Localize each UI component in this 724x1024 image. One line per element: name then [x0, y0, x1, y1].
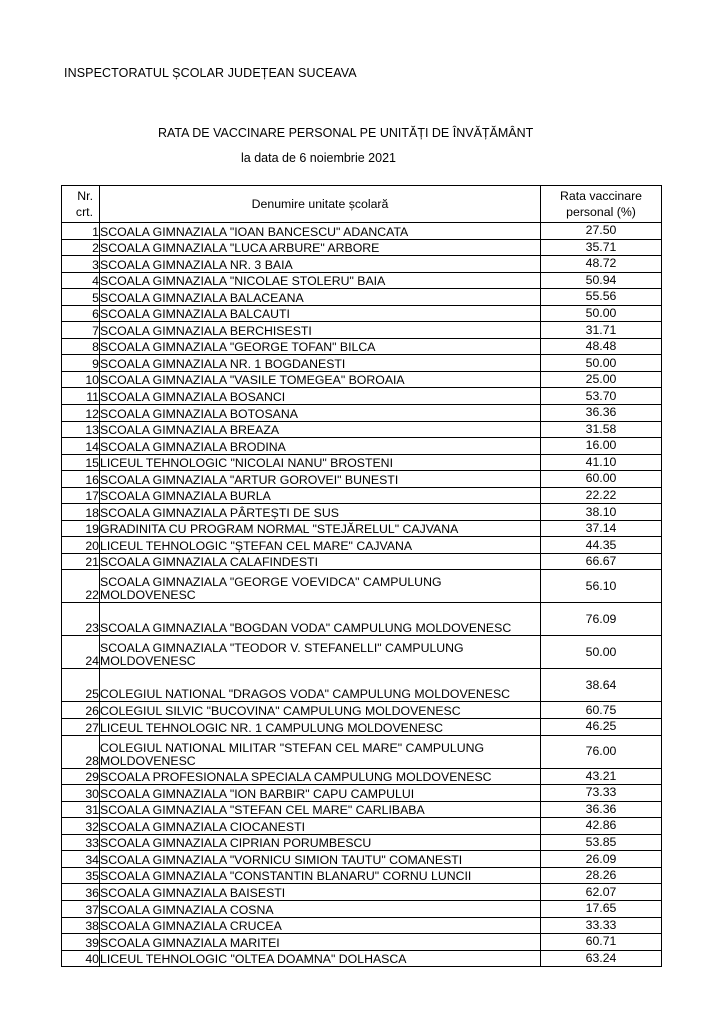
table-row [62, 388, 662, 405]
table-row [62, 801, 662, 818]
school-name: COLEGIUL NATIONAL "DRAGOS VODA" CAMPULUNG MOLDOVENESC [100, 669, 541, 702]
table-row [62, 702, 662, 719]
school-name: SCOALA GIMNAZIALA BRODINA [100, 438, 541, 455]
vaccination-rate: 50.94 [541, 272, 662, 289]
table-row [62, 305, 662, 322]
school-name: SCOALA GIMNAZIALA BOSANCI [100, 388, 541, 405]
school-name: SCOALA GIMNAZIALA BERCHISESTI [100, 322, 541, 339]
school-name: SCOALA GIMNAZIALA "GEORGE VOEVIDCA" CAMPULUNG MOLDOVENESC [100, 570, 541, 603]
table-row [62, 735, 662, 768]
row-number: 20 [62, 537, 100, 554]
school-name: SCOALA GIMNAZIALA PÂRTEȘTI DE SUS [100, 504, 541, 521]
row-number: 17 [62, 487, 100, 504]
school-name: SCOALA GIMNAZIALA BREAZA [100, 421, 541, 438]
row-number: 7 [62, 322, 100, 339]
row-number: 1 [62, 223, 100, 240]
vaccination-rate-table [61, 185, 662, 967]
row-number: 10 [62, 371, 100, 388]
table-row [62, 338, 662, 355]
table-row [62, 900, 662, 917]
row-number: 31 [62, 801, 100, 818]
school-name: SCOALA GIMNAZIALA "STEFAN CEL MARE" CARLIBABA [100, 801, 541, 818]
vaccination-rate: 42.86 [541, 818, 662, 835]
vaccination-rate: 53.85 [541, 834, 662, 851]
row-number: 29 [62, 768, 100, 785]
vaccination-rate: 50.00 [541, 636, 662, 669]
organization-name: INSPECTORATUL ȘCOLAR JUDEȚEAN SUCEAVA [64, 66, 357, 80]
school-name: SCOALA GIMNAZIALA "ARTUR GOROVEI" BUNESTI [100, 471, 541, 488]
vaccination-rate: 53.70 [541, 388, 662, 405]
document-title: RATA DE VACCINARE PERSONAL PE UNITĂȚI DE ÎNVĂȚĂMÂNT [158, 126, 534, 140]
school-name: GRADINITA CU PROGRAM NORMAL "STEJĂRELUL" CAJVANA [100, 520, 541, 537]
vaccination-rate: 16.00 [541, 438, 662, 455]
school-name: LICEUL TEHNOLOGIC "OLTEA DOAMNA" DOLHASCA [100, 950, 541, 967]
school-name: LICEUL TEHNOLOGIC "ȘTEFAN CEL MARE" CAJVANA [100, 537, 541, 554]
school-name: SCOALA GIMNAZIALA "ION BARBIR" CAPU CAMPULUI [100, 785, 541, 802]
school-name: SCOALA PROFESIONALA SPECIALA CAMPULUNG MOLDOVENESC [100, 768, 541, 785]
row-number: 23 [62, 603, 100, 636]
vaccination-rate: 44.35 [541, 537, 662, 554]
table-row [62, 239, 662, 256]
school-name: SCOALA GIMNAZIALA NR. 3 BAIA [100, 256, 541, 273]
column-header-name: Denumire unitate școlară [100, 186, 541, 223]
vaccination-rate: 17.65 [541, 900, 662, 917]
row-number: 34 [62, 851, 100, 868]
row-number: 25 [62, 669, 100, 702]
table-row [62, 520, 662, 537]
vaccination-rate: 46.25 [541, 719, 662, 736]
document-date: la data de 6 noiembrie 2021 [241, 151, 396, 165]
table-row [62, 421, 662, 438]
column-header-rate-line2: personal (%) [566, 205, 636, 219]
table-row [62, 487, 662, 504]
row-number: 9 [62, 355, 100, 372]
table-row [62, 934, 662, 951]
school-name: SCOALA GIMNAZIALA CALAFINDESTI [100, 553, 541, 570]
table-row [62, 669, 662, 702]
school-name: SCOALA GIMNAZIALA "CONSTANTIN BLANARU" CORNU LUNCII [100, 867, 541, 884]
row-number: 4 [62, 272, 100, 289]
school-name: SCOALA GIMNAZIALA "IOAN BANCESCU" ADANCATA [100, 223, 541, 240]
vaccination-rate: 41.10 [541, 454, 662, 471]
table-row [62, 289, 662, 306]
vaccination-rate: 63.24 [541, 950, 662, 967]
row-number: 32 [62, 818, 100, 835]
vaccination-rate: 22.22 [541, 487, 662, 504]
vaccination-rate: 28.26 [541, 867, 662, 884]
row-number: 5 [62, 289, 100, 306]
school-name: LICEUL TEHNOLOGIC "NICOLAI NANU" BROSTENI [100, 454, 541, 471]
row-number: 36 [62, 884, 100, 901]
school-name: SCOALA GIMNAZIALA "NICOLAE STOLERU" BAIA [100, 272, 541, 289]
row-number: 3 [62, 256, 100, 273]
vaccination-rate: 60.71 [541, 934, 662, 951]
school-name: SCOALA GIMNAZIALA NR. 1 BOGDANESTI [100, 355, 541, 372]
column-header-rate [541, 186, 662, 223]
vaccination-rate: 60.75 [541, 702, 662, 719]
table-row [62, 405, 662, 422]
vaccination-rate: 60.00 [541, 471, 662, 488]
table-row [62, 768, 662, 785]
school-name: SCOALA GIMNAZIALA MARITEI [100, 934, 541, 951]
school-name: SCOALA GIMNAZIALA BOTOSANA [100, 405, 541, 422]
school-name: SCOALA GIMNAZIALA CIPRIAN PORUMBESCU [100, 834, 541, 851]
vaccination-rate: 27.50 [541, 223, 662, 240]
row-number: 16 [62, 471, 100, 488]
row-number: 28 [62, 735, 100, 768]
row-number: 11 [62, 388, 100, 405]
table-row [62, 355, 662, 372]
school-name: SCOALA GIMNAZIALA CRUCEA [100, 917, 541, 934]
row-number: 27 [62, 719, 100, 736]
school-name: SCOALA GIMNAZIALA "GEORGE TOFAN" BILCA [100, 338, 541, 355]
vaccination-rate: 35.71 [541, 239, 662, 256]
row-number: 39 [62, 934, 100, 951]
column-header-nr [62, 186, 100, 223]
row-number: 13 [62, 421, 100, 438]
school-name: SCOALA GIMNAZIALA BALACEANA [100, 289, 541, 306]
vaccination-rate: 33.33 [541, 917, 662, 934]
table-body [62, 223, 662, 967]
table-row [62, 371, 662, 388]
table-row [62, 851, 662, 868]
vaccination-rate: 76.09 [541, 603, 662, 636]
table-row [62, 603, 662, 636]
vaccination-rate: 66.67 [541, 553, 662, 570]
vaccination-rate: 31.71 [541, 322, 662, 339]
table-row [62, 322, 662, 339]
table-row [62, 553, 662, 570]
table-row [62, 867, 662, 884]
row-number: 15 [62, 454, 100, 471]
row-number: 37 [62, 900, 100, 917]
vaccination-rate: 50.00 [541, 305, 662, 322]
row-number: 38 [62, 917, 100, 934]
table-row [62, 438, 662, 455]
row-number: 19 [62, 520, 100, 537]
school-name: LICEUL TEHNOLOGIC NR. 1 CAMPULUNG MOLDOVENESC [100, 719, 541, 736]
row-number: 21 [62, 553, 100, 570]
row-number: 40 [62, 950, 100, 967]
row-number: 6 [62, 305, 100, 322]
vaccination-rate: 36.36 [541, 405, 662, 422]
row-number: 22 [62, 570, 100, 603]
row-number: 14 [62, 438, 100, 455]
table-row [62, 504, 662, 521]
row-number: 12 [62, 405, 100, 422]
school-name: SCOALA GIMNAZIALA BURLA [100, 487, 541, 504]
column-header-rate-line1: Rata vaccinare [559, 189, 643, 203]
vaccination-rate: 48.72 [541, 256, 662, 273]
table-row [62, 272, 662, 289]
school-name: SCOALA GIMNAZIALA "VASILE TOMEGEA" BOROAIA [100, 371, 541, 388]
row-number: 30 [62, 785, 100, 802]
vaccination-rate: 43.21 [541, 768, 662, 785]
table-row [62, 570, 662, 603]
school-name: SCOALA GIMNAZIALA "VORNICU SIMION TAUTU" COMANESTI [100, 851, 541, 868]
table-row [62, 917, 662, 934]
school-name: SCOALA GIMNAZIALA "LUCA ARBURE" ARBORE [100, 239, 541, 256]
vaccination-rate: 37.14 [541, 520, 662, 537]
row-number: 2 [62, 239, 100, 256]
table-row [62, 256, 662, 273]
table-row [62, 834, 662, 851]
table-row [62, 471, 662, 488]
vaccination-rate: 36.36 [541, 801, 662, 818]
table-row [62, 454, 662, 471]
vaccination-rate: 26.09 [541, 851, 662, 868]
row-number: 35 [62, 867, 100, 884]
school-name: SCOALA GIMNAZIALA BALCAUTI [100, 305, 541, 322]
table-header-row [62, 186, 662, 223]
row-number: 24 [62, 636, 100, 669]
table-row [62, 785, 662, 802]
school-name: SCOALA GIMNAZIALA "TEODOR V. STEFANELLI" CAMPULUNG MOLDOVENESC [100, 636, 541, 669]
table-row [62, 950, 662, 967]
school-name: SCOALA GIMNAZIALA "BOGDAN VODA" CAMPULUNG MOLDOVENESC [100, 603, 541, 636]
school-name: COLEGIUL NATIONAL MILITAR "STEFAN CEL MARE" CAMPULUNG MOLDOVENESC [100, 735, 541, 768]
row-number: 33 [62, 834, 100, 851]
vaccination-rate: 55.56 [541, 289, 662, 306]
school-name: COLEGIUL SILVIC "BUCOVINA" CAMPULUNG MOLDOVENESC [100, 702, 541, 719]
vaccination-rate: 73.33 [541, 785, 662, 802]
vaccination-rate: 62.07 [541, 884, 662, 901]
vaccination-rate: 76.00 [541, 735, 662, 768]
vaccination-rate: 50.00 [541, 355, 662, 372]
column-header-nr-line2: crt. [75, 205, 93, 219]
vaccination-rate: 31.58 [541, 421, 662, 438]
row-number: 26 [62, 702, 100, 719]
vaccination-rate: 38.64 [541, 669, 662, 702]
table-row [62, 884, 662, 901]
row-number: 18 [62, 504, 100, 521]
column-header-nr-line1: Nr. [77, 189, 93, 203]
school-name: SCOALA GIMNAZIALA COSNA [100, 900, 541, 917]
table-row [62, 537, 662, 554]
vaccination-rate: 48.48 [541, 338, 662, 355]
vaccination-rate: 25.00 [541, 371, 662, 388]
vaccination-rate: 56.10 [541, 570, 662, 603]
table-row [62, 719, 662, 736]
school-name: SCOALA GIMNAZIALA CIOCANESTI [100, 818, 541, 835]
table-row [62, 223, 662, 240]
table-row [62, 636, 662, 669]
school-name: SCOALA GIMNAZIALA BAISESTI [100, 884, 541, 901]
vaccination-rate: 38.10 [541, 504, 662, 521]
row-number: 8 [62, 338, 100, 355]
table-row [62, 818, 662, 835]
